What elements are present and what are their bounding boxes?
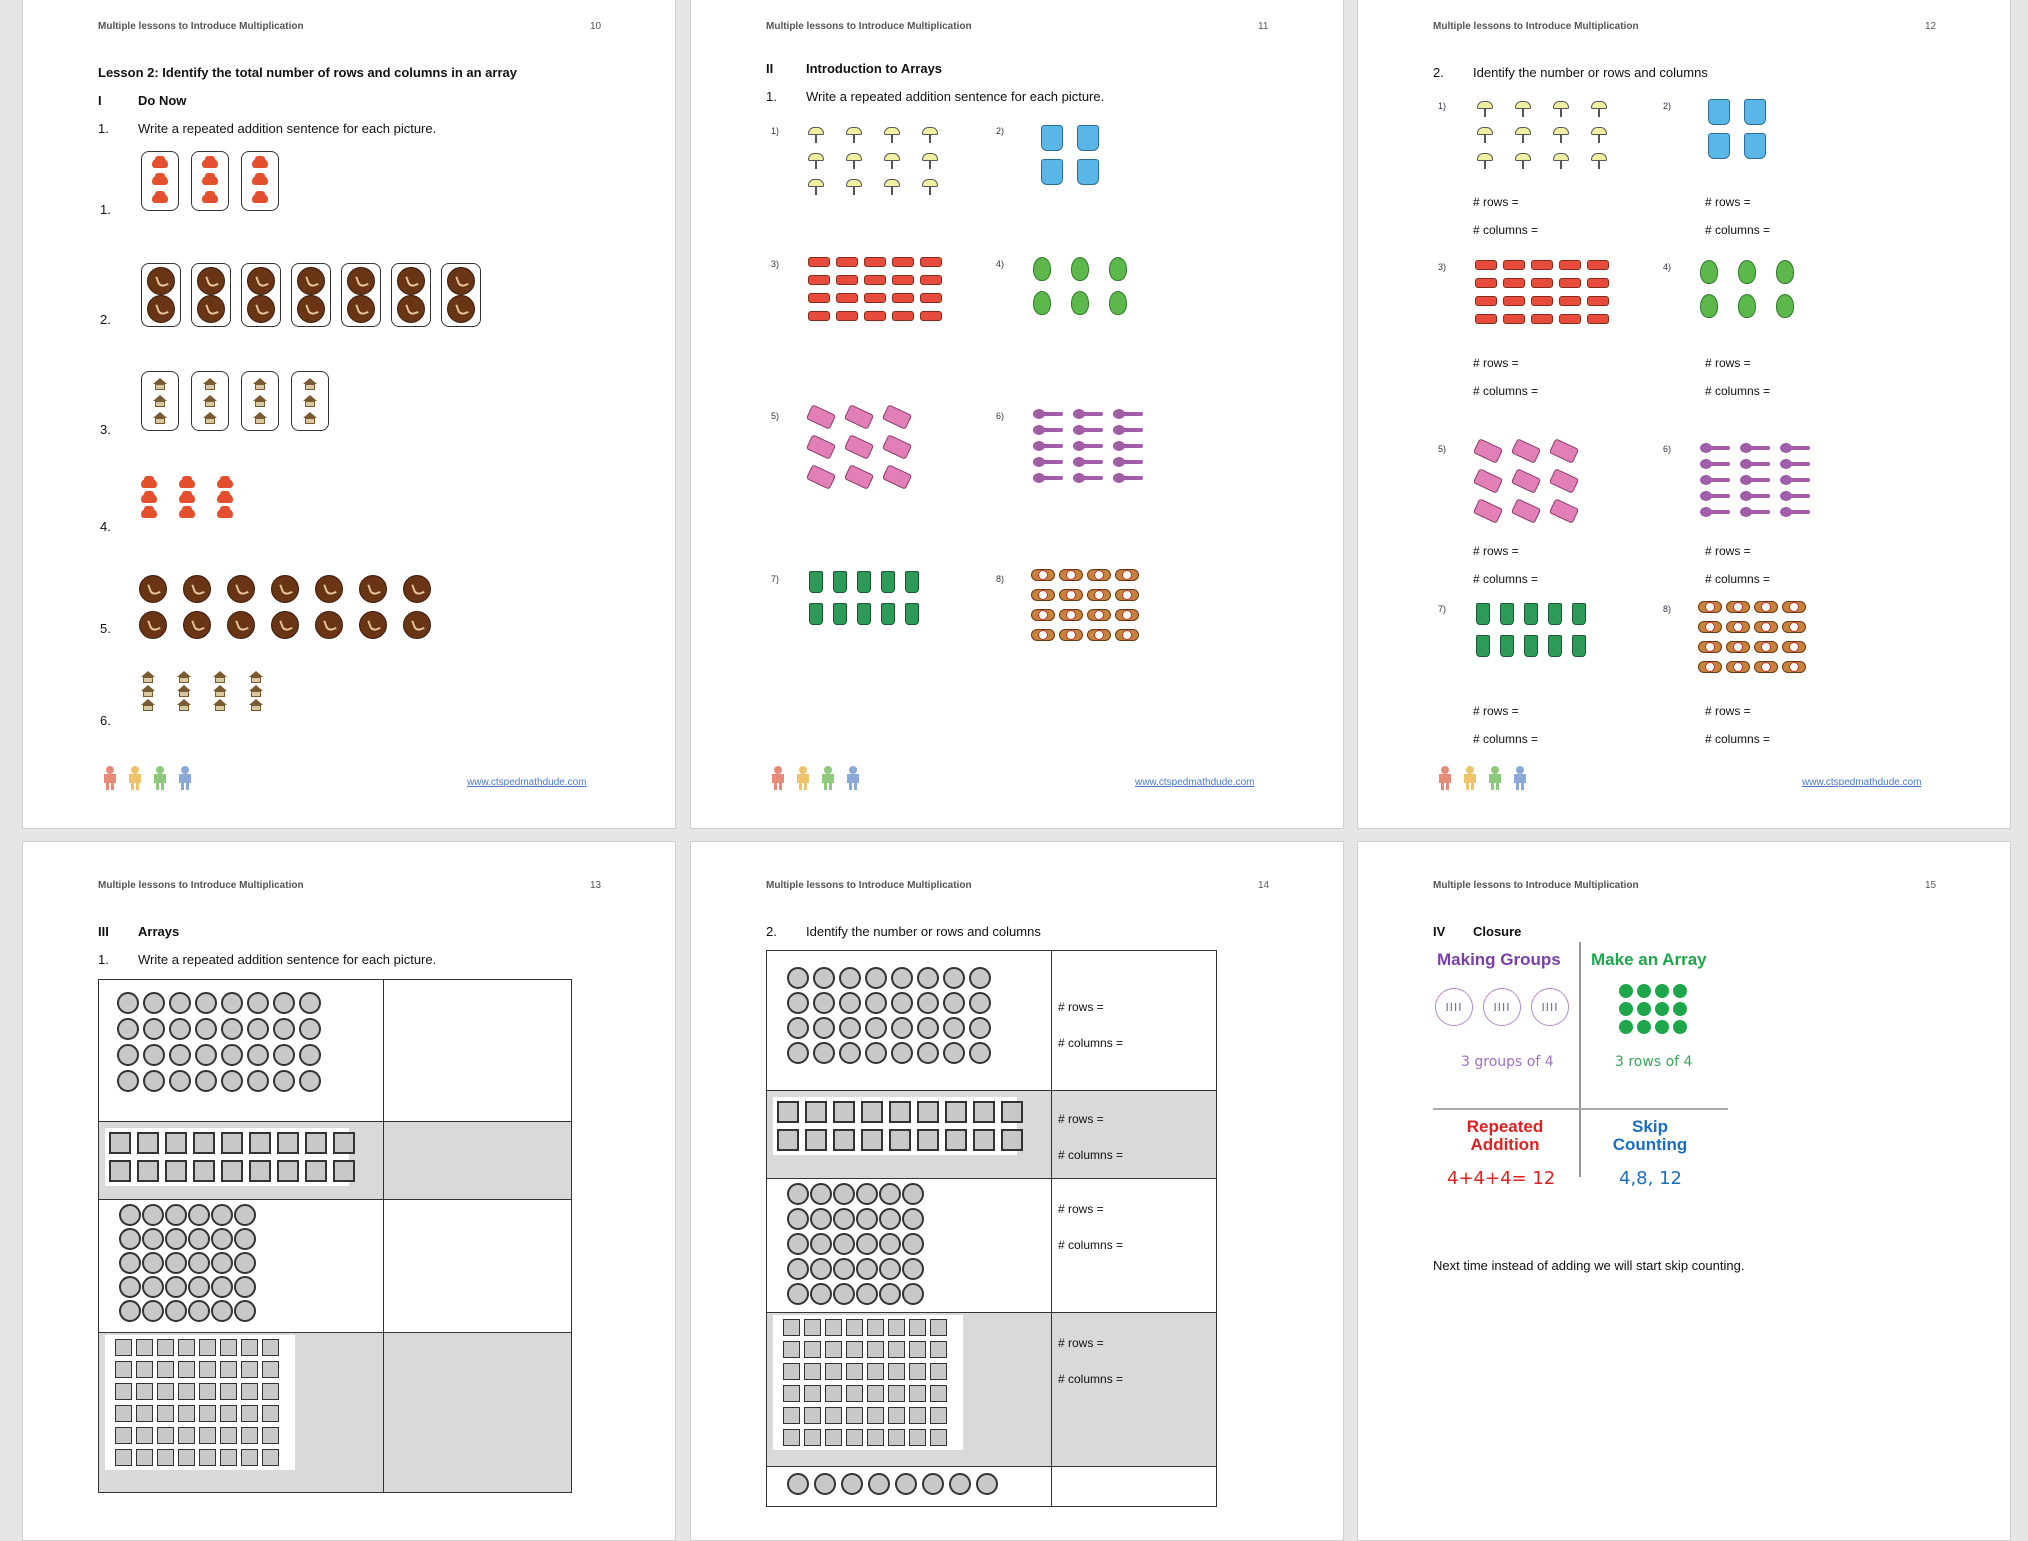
columns-blank[interactable]: # columns = <box>1058 1036 1124 1050</box>
columns-blank[interactable]: # columns = <box>1705 223 1771 237</box>
lesson-title: Lesson 2: Identify the total number of rows and columns in an array <box>98 65 517 80</box>
cookie-icon <box>397 295 425 323</box>
house-group <box>241 371 279 431</box>
array-cell <box>99 1200 384 1333</box>
house-group <box>291 371 329 431</box>
page-number: 14 <box>1258 880 1270 891</box>
array-cell <box>99 980 384 1122</box>
section-title: Do Now <box>138 93 187 108</box>
question-text: Write a repeated addition sentence for each picture. <box>806 89 1105 104</box>
rows-blank[interactable]: # rows = <box>1705 544 1751 558</box>
question-number: 1. <box>98 952 109 967</box>
columns-blank[interactable]: # columns = <box>1058 1238 1124 1252</box>
footer-logo <box>1433 765 1533 791</box>
columns-blank[interactable]: # columns = <box>1473 572 1539 586</box>
page-number: 10 <box>590 21 602 32</box>
question-number: 2. <box>766 924 777 939</box>
cookie-icon <box>147 295 175 323</box>
cookie-icon <box>297 267 325 295</box>
cookie-icon <box>197 267 225 295</box>
sundae-array <box>1475 99 1609 171</box>
columns-blank[interactable]: # columns = <box>1705 732 1771 746</box>
cookie-group <box>341 263 381 327</box>
repeated-addition-title: Repeated Addition <box>1466 1117 1544 1154</box>
cookie-icon <box>247 267 275 295</box>
addition-equation: 4+4+4= 12 <box>1447 1168 1556 1189</box>
problem-label: 1) <box>1438 101 1447 111</box>
problem-label: 6) <box>996 411 1005 421</box>
group-ring: IIII <box>1531 988 1569 1026</box>
answer-cell[interactable] <box>1052 951 1217 1091</box>
page-header: Multiple lessons to Introduce Multiplication <box>98 21 304 32</box>
section-number: I <box>98 93 102 108</box>
array-cell <box>767 1179 1052 1313</box>
watch-array <box>1031 569 1139 641</box>
closure-graphic <box>1433 942 1728 1189</box>
cookie-group <box>291 263 331 327</box>
columns-blank[interactable]: # columns = <box>1705 384 1771 398</box>
footer-logo <box>98 765 198 791</box>
house-group <box>191 371 229 431</box>
problem-label: 2) <box>1663 101 1672 111</box>
rows-blank[interactable]: # rows = <box>1058 1336 1104 1350</box>
array-cell <box>767 1313 1052 1467</box>
making-groups-title: Making Groups <box>1437 950 1561 969</box>
cookie-group <box>391 263 431 327</box>
car-group <box>191 151 229 211</box>
page-header: Multiple lessons to Introduce Multiplication <box>766 880 972 891</box>
pitcher-array <box>1708 99 1766 159</box>
array-table <box>98 979 572 1493</box>
cookie-icon <box>147 267 175 295</box>
answer-cell[interactable] <box>1052 1467 1217 1507</box>
page-header: Multiple lessons to Introduce Multiplication <box>98 880 304 891</box>
car-group <box>141 151 179 211</box>
question-text: Write a repeated addition sentence for each picture. <box>138 952 437 967</box>
section-number: II <box>766 61 774 76</box>
cookie-icon <box>197 295 225 323</box>
answer-cell[interactable] <box>384 1200 572 1333</box>
item-number: 3. <box>100 422 111 437</box>
square-array <box>105 1335 295 1470</box>
rows-blank[interactable]: # rows = <box>1058 1000 1104 1014</box>
columns-blank[interactable]: # columns = <box>1705 572 1771 586</box>
section-number: III <box>98 924 109 939</box>
watch-array <box>1698 601 1806 673</box>
answer-cell[interactable] <box>384 1122 572 1200</box>
columns-blank[interactable]: # columns = <box>1473 384 1539 398</box>
array-cell <box>99 1333 384 1493</box>
rows-blank[interactable]: # rows = <box>1473 544 1519 558</box>
car-array <box>141 479 233 518</box>
spoon-array <box>1700 443 1810 517</box>
rows-blank[interactable]: # rows = <box>1473 195 1519 209</box>
problem-label: 5) <box>1438 444 1447 454</box>
problem-label: 2) <box>996 126 1005 136</box>
cookie-icon <box>347 267 375 295</box>
array-cell <box>767 951 1052 1091</box>
skip-sequence: 4,8, 12 <box>1619 1168 1682 1189</box>
circle-array <box>787 967 1051 1064</box>
question-number: 1. <box>98 121 109 136</box>
footer-link[interactable]: www.ctspedmathdude.com <box>1135 777 1255 788</box>
section-title: Introduction to Arrays <box>806 61 943 76</box>
section-title: Arrays <box>138 924 180 939</box>
cookie-group <box>141 263 181 327</box>
item-number: 1. <box>100 202 111 217</box>
cookie-icon <box>447 295 475 323</box>
make-array-title: Make an Array <box>1591 950 1707 969</box>
array-cell <box>767 1091 1052 1179</box>
columns-blank[interactable]: # columns = <box>1058 1148 1124 1162</box>
question-text: Identify the number or rows and columns <box>1473 65 1708 80</box>
page-header: Multiple lessons to Introduce Multiplication <box>1433 880 1639 891</box>
pitcher-array <box>1041 125 1099 185</box>
cup-array <box>1476 603 1586 657</box>
problem-label: 8) <box>996 574 1005 584</box>
answer-cell[interactable] <box>1052 1179 1217 1313</box>
spoon-array <box>1033 409 1143 483</box>
problem-label: 1) <box>771 126 780 136</box>
dot-array <box>1619 984 1687 1034</box>
sundae-array <box>806 125 940 197</box>
cookie-group <box>241 263 281 327</box>
page-12 <box>1357 0 2011 829</box>
question-number: 2. <box>1433 65 1444 80</box>
group-ring: IIII <box>1483 988 1521 1026</box>
rows-caption: 3 rows of 4 <box>1615 1054 1693 1070</box>
cookie-array <box>139 575 431 639</box>
page-11 <box>690 0 1344 829</box>
cookie-icon <box>397 267 425 295</box>
rows-blank[interactable]: # rows = <box>1705 195 1751 209</box>
cup-array <box>809 571 919 625</box>
page-header: Multiple lessons to Introduce Multiplication <box>1433 21 1639 32</box>
square-array <box>773 1315 963 1450</box>
problem-label: 4) <box>996 259 1005 269</box>
cookie-group <box>191 263 231 327</box>
problem-label: 4) <box>1663 262 1672 272</box>
skip-counting-title: Skip Counting <box>1612 1117 1688 1154</box>
rows-blank[interactable]: # rows = <box>1058 1112 1104 1126</box>
item-number: 5. <box>100 621 111 636</box>
problem-label: 5) <box>771 411 780 421</box>
rows-blank[interactable]: # rows = <box>1705 704 1751 718</box>
columns-blank[interactable]: # columns = <box>1473 732 1539 746</box>
page-header: Multiple lessons to Introduce Multiplication <box>766 21 972 32</box>
phone-array <box>808 409 910 485</box>
closing-text: Next time instead of adding we will start skip counting. <box>1433 1258 1745 1273</box>
circle-array <box>787 1473 1051 1495</box>
problem-label: 3) <box>771 259 780 269</box>
pear-array <box>1033 257 1127 315</box>
circle-array <box>119 1204 383 1322</box>
array-cell <box>99 1122 384 1200</box>
footer-link[interactable]: www.ctspedmathdude.com <box>467 777 587 788</box>
columns-blank[interactable]: # columns = <box>1473 223 1539 237</box>
item-number: 6. <box>100 713 111 728</box>
circle-array <box>117 992 383 1092</box>
cookie-icon <box>347 295 375 323</box>
rows-blank[interactable]: # rows = <box>1705 356 1751 370</box>
pear-array <box>1700 260 1794 318</box>
answer-cell[interactable] <box>1052 1313 1217 1467</box>
page-number: 13 <box>590 880 602 891</box>
answer-cell[interactable] <box>1052 1091 1217 1179</box>
square-array <box>773 1097 1017 1155</box>
square-array <box>105 1128 349 1186</box>
page-15 <box>1357 841 2011 1541</box>
candy-array <box>808 257 942 321</box>
rows-blank[interactable]: # rows = <box>1473 356 1519 370</box>
page-13 <box>22 841 676 1541</box>
page-number: 11 <box>1258 21 1269 32</box>
answer-cell[interactable] <box>384 1333 572 1493</box>
item-number: 2. <box>100 312 111 327</box>
page-number: 12 <box>1925 21 1937 32</box>
section-number: IV <box>1433 924 1446 939</box>
candy-array <box>1475 260 1609 324</box>
problem-label: 8) <box>1663 604 1672 614</box>
footer-logo <box>766 765 866 791</box>
group-ring: IIII <box>1435 988 1473 1026</box>
page-10 <box>22 0 676 829</box>
groups-caption: 3 groups of 4 <box>1461 1054 1554 1070</box>
page-14 <box>690 841 1344 1541</box>
house-group <box>141 371 179 431</box>
answer-cell[interactable] <box>384 980 572 1122</box>
page-number: 15 <box>1925 880 1937 891</box>
problem-label: 6) <box>1663 444 1672 454</box>
problem-label: 3) <box>1438 262 1447 272</box>
cookie-icon <box>247 295 275 323</box>
phone-array <box>1475 443 1577 519</box>
cookie-icon <box>297 295 325 323</box>
problem-label: 7) <box>771 574 780 584</box>
section-title: Closure <box>1473 924 1522 939</box>
cookie-icon <box>447 267 475 295</box>
car-group <box>241 151 279 211</box>
footer-link[interactable]: www.ctspedmathdude.com <box>1802 777 1922 788</box>
question-text: Identify the number or rows and columns <box>806 924 1041 939</box>
rows-blank[interactable]: # rows = <box>1058 1202 1104 1216</box>
problem-label: 7) <box>1438 604 1447 614</box>
array-cell <box>767 1467 1052 1507</box>
question-text: Write a repeated addition sentence for each picture. <box>138 121 437 136</box>
columns-blank[interactable]: # columns = <box>1058 1372 1124 1386</box>
cookie-group <box>441 263 481 327</box>
item-number: 4. <box>100 519 111 534</box>
circle-array <box>787 1183 1051 1305</box>
question-number: 1. <box>766 89 777 104</box>
array-table <box>766 950 1217 1507</box>
group-rings <box>1435 988 1569 1026</box>
house-array <box>141 671 263 711</box>
rows-blank[interactable]: # rows = <box>1473 704 1519 718</box>
